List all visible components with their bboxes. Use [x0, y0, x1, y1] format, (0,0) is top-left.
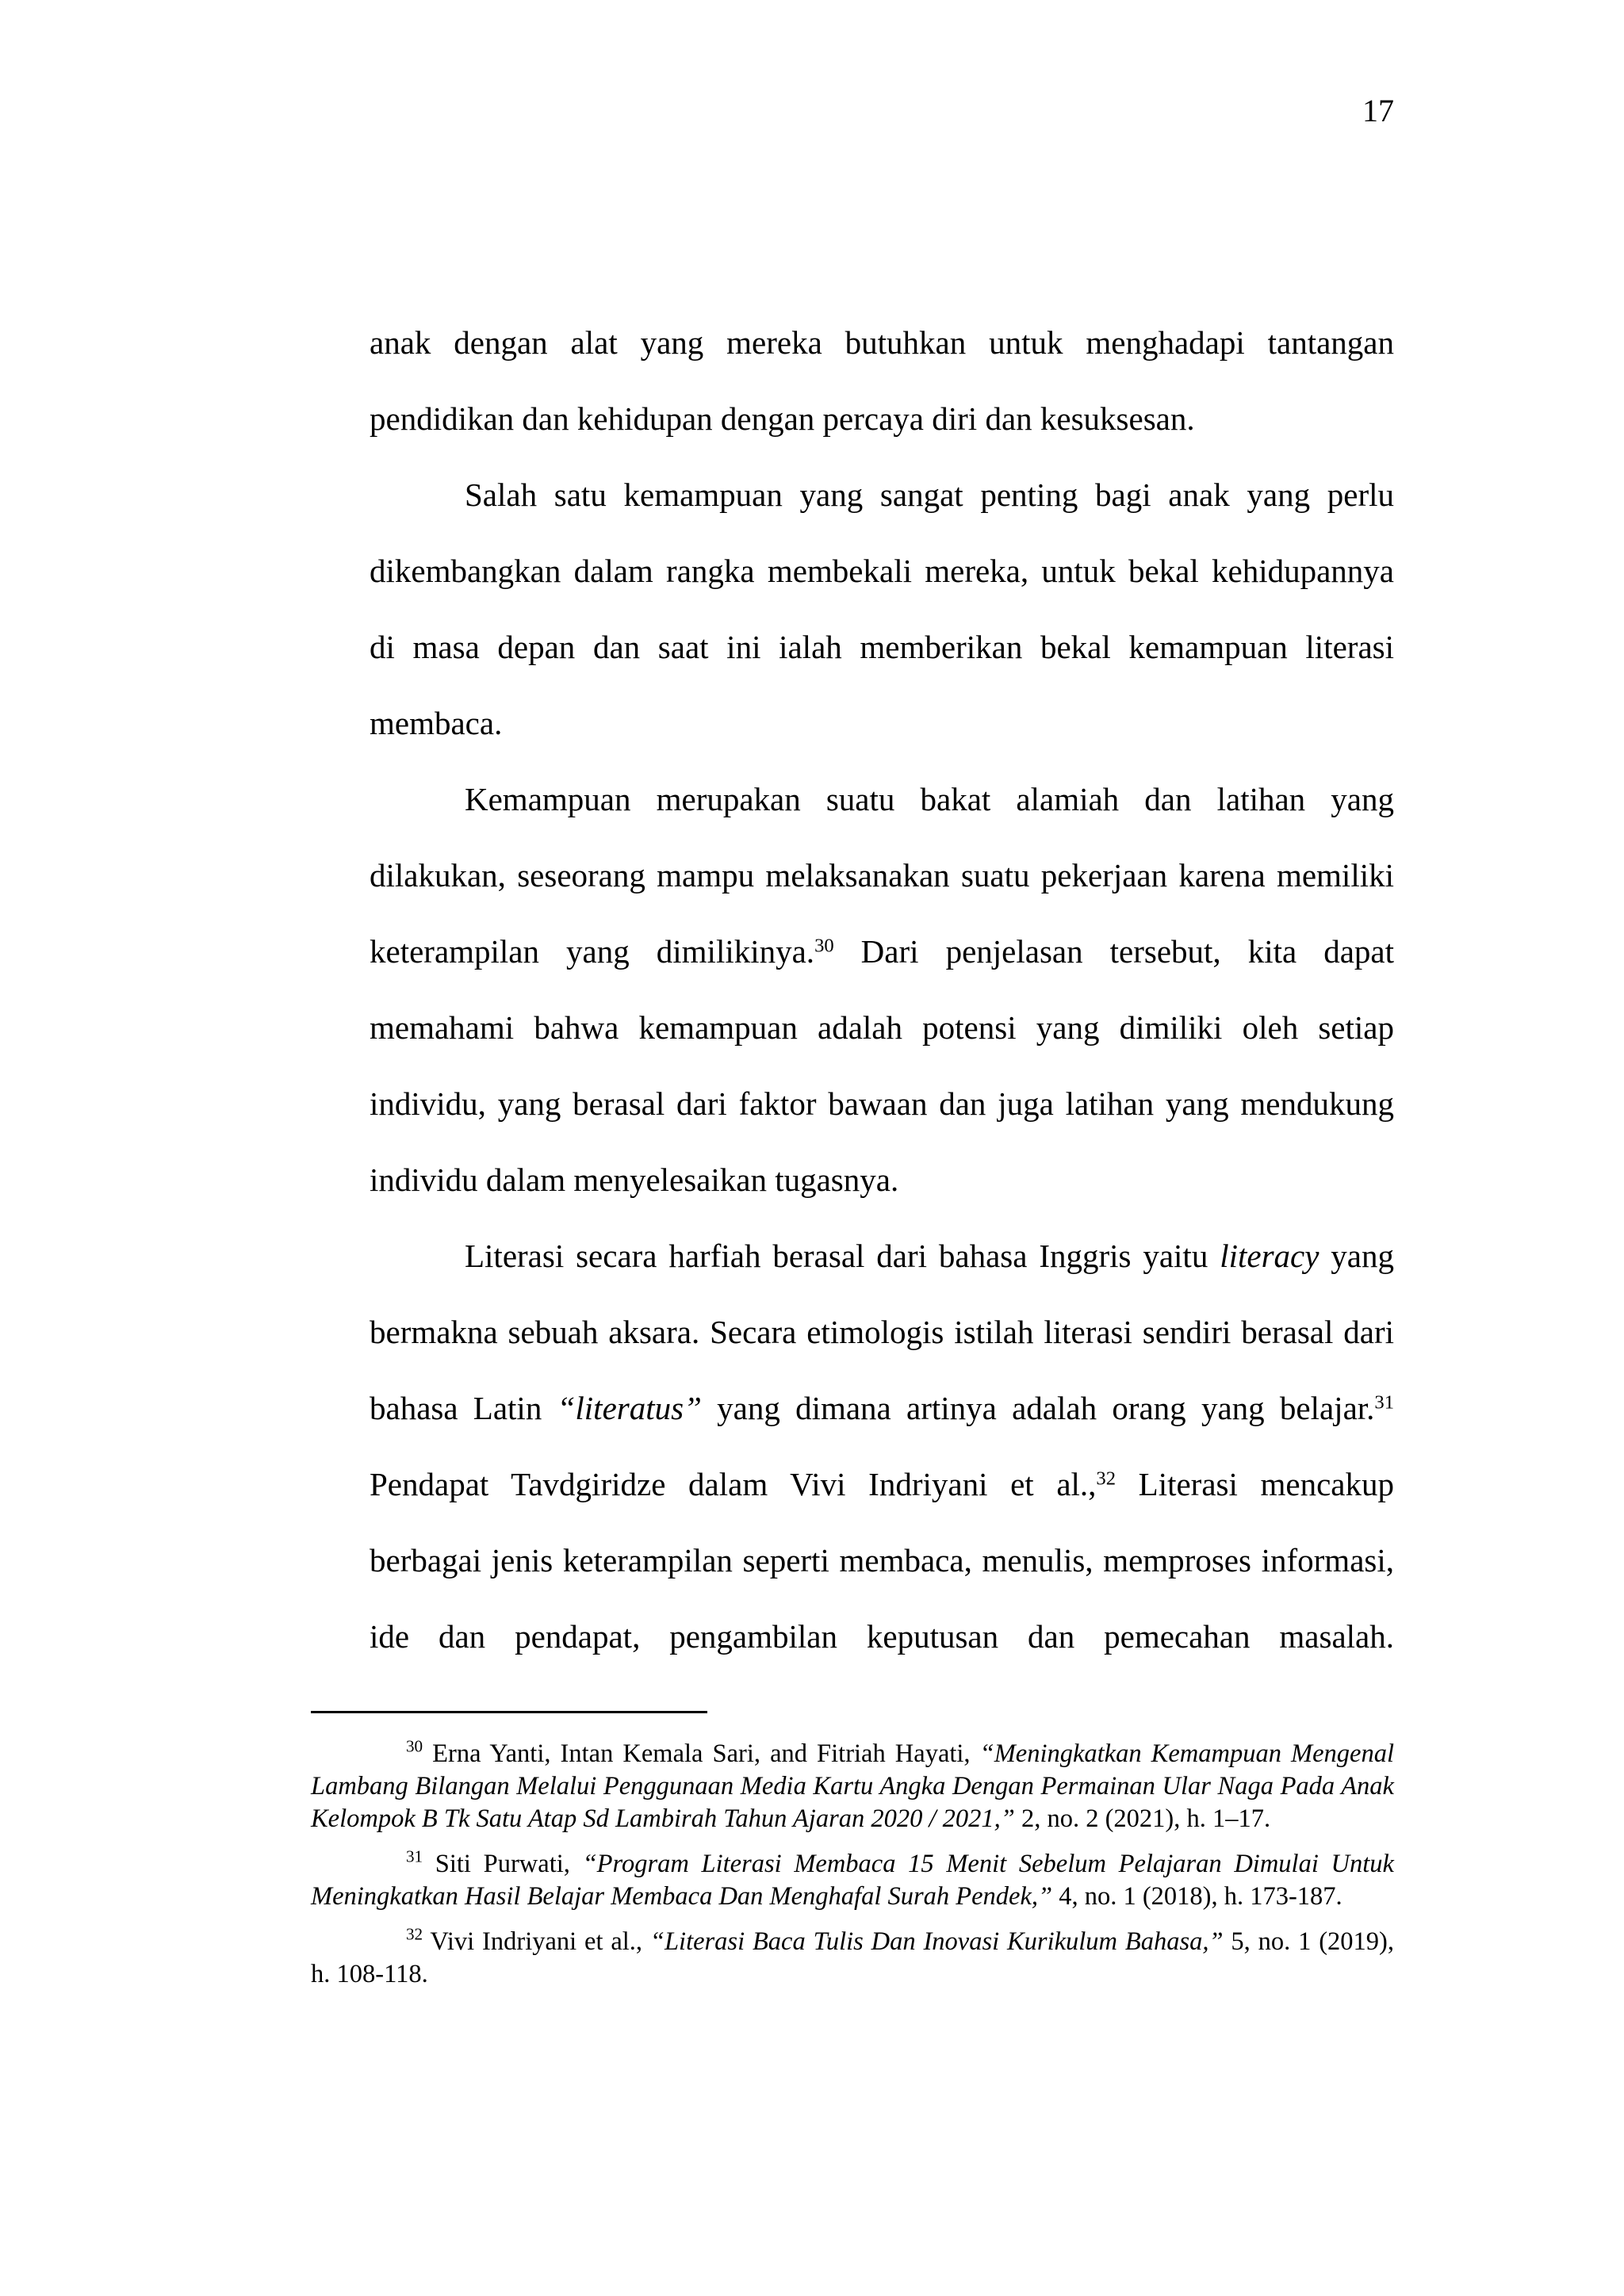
paragraph-4-text-c: yang dimana artinya adalah orang yang belajar. [701, 1390, 1375, 1426]
footnote-number: 31 [406, 1846, 423, 1866]
footnote-ref-30[interactable]: 30 [814, 935, 834, 957]
paragraph-4-text-b: yang bermakna sebuah aksara. Secara etimologis istilah literasi sendiri berasal dari bahasa Latin [370, 1238, 1395, 1426]
footnotes [311, 1738, 1394, 2003]
paragraph-2: Salah satu kemampuan yang sangat penting bagi anak yang perlu dikembangkan dalam rangka membekali mereka, untuk bekal kehidupannya di masa depan dan saat ini ialah memberikan bekal kemampuan literasi membaca. [370, 476, 1394, 741]
footnote-authors: Siti Purwati, [423, 1850, 583, 1878]
footnote-details: 2, no. 2 (2021), h. 1–17. [1014, 1804, 1271, 1833]
footnote-ref-32[interactable]: 32 [1096, 1468, 1116, 1490]
paragraph-4-italic-literacy: literacy [1220, 1238, 1320, 1274]
footnote-details: 4, no. 1 (2018), h. 173-187. [1052, 1882, 1342, 1911]
paragraph-4-text-d: Pendapat Tavdgiridze dalam Vivi Indriyani et al., [370, 1466, 1097, 1502]
footnote-number: 32 [406, 1924, 423, 1944]
footnote-title: “Meningkatkan Kemampuan Mengenal Lambang Bilangan Melalui Penggunaan Media Kartu Angka Dengan Permainan Ular Naga Pada Anak Kelompok B Tk Satu Atap Sd Lambirah Tahun Ajaran 2020 / 2021,” [311, 1739, 1394, 1833]
paragraph-3-text-b: Dari penjelasan tersebut, kita dapat memahami bahwa kemampuan adalah potensi yang dimiliki oleh setiap individu, yang berasal dari faktor bawaan dan juga latihan yang mendukung individu dalam menyelesaikan tugasnya. [370, 933, 1394, 1198]
footnote-separator [311, 1711, 707, 1713]
paragraph-4-text-e: Literasi mencakup berbagai jenis keterampilan seperti membaca, menulis, memproses informasi, ide dan pendapat, pengambilan keputusan dan pemecahan masalah. [370, 1466, 1394, 1655]
footnote-32 [311, 1926, 1394, 1991]
footnote-ref-31[interactable]: 31 [1374, 1391, 1394, 1414]
paragraph-3 [370, 761, 1394, 1218]
footnote-details: 5, no. 1 (2019), h. 108-118. [311, 1927, 1394, 1988]
paragraph-4-italic-literatus: “literatus” [557, 1390, 702, 1426]
footnote-30 [311, 1738, 1394, 1835]
footnote-31 [311, 1848, 1394, 1913]
footnote-authors: Erna Yanti, Intan Kemala Sari, and Fitriah Hayati, [423, 1739, 980, 1768]
paragraph-4 [370, 1218, 1394, 1674]
body-text [370, 304, 1394, 1674]
footnote-title: “Program Literasi Membaca 15 Menit Sebelum Pelajaran Dimulai Untuk Meningkatkan Hasil Belajar Membaca Dan Menghafal Surah Pendek,” [311, 1850, 1394, 1911]
paragraph-3-text-a: Kemampuan merupakan suatu bakat alamiah dan latihan yang dilakukan, seseorang mampu melaksanakan suatu pekerjaan karena memiliki keterampilan yang dimilikinya. [370, 781, 1394, 970]
footnote-title: “Literasi Baca Tulis Dan Inovasi Kurikulum Bahasa,” [649, 1927, 1224, 1956]
footnote-number: 30 [406, 1736, 423, 1756]
footnote-authors: Vivi Indriyani et al., [423, 1927, 650, 1956]
paragraph-1: anak dengan alat yang mereka butuhkan untuk menghadapi tantangan pendidikan dan kehidupan dengan percaya diri dan kesuksesan. [370, 324, 1394, 437]
page-number: 17 [1362, 93, 1394, 128]
paragraph-4-text-a: Literasi secara harfiah berasal dari bahasa Inggris yaitu [465, 1238, 1220, 1274]
